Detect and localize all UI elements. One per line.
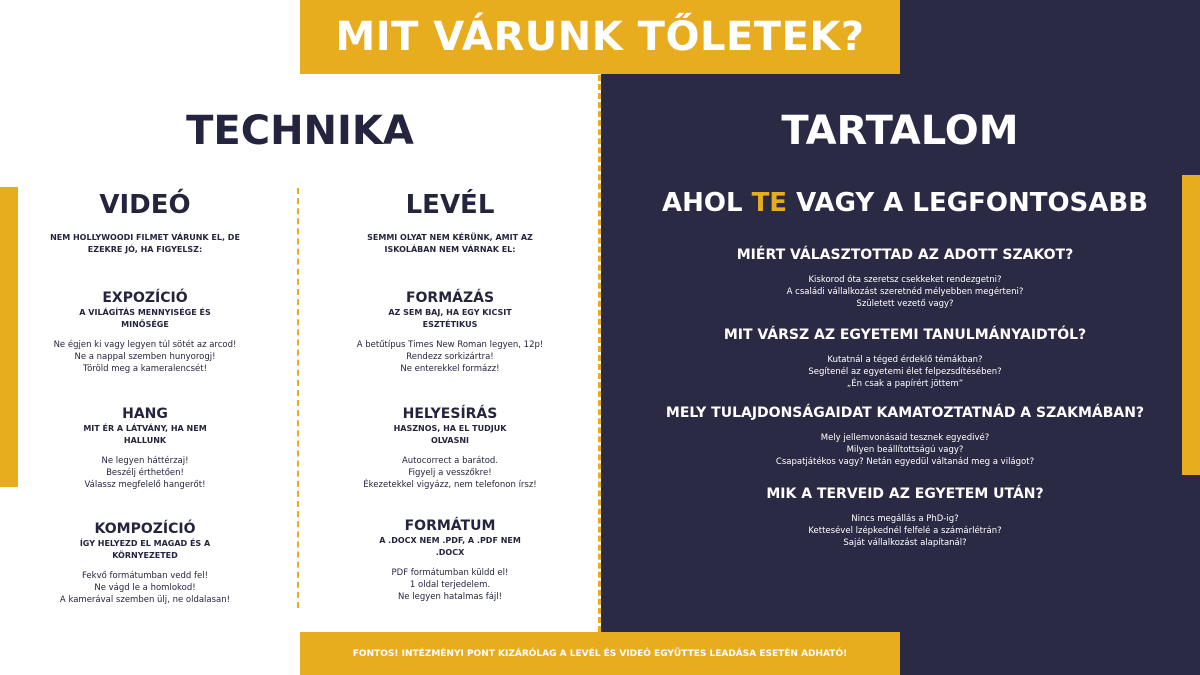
answer-line: Segítenél az egyetemi élet felpezsdítésében? [808, 367, 1002, 377]
question-block [620, 326, 1190, 390]
question-block [620, 485, 1190, 549]
section-line: Fekvő formátumban vedd fel! [82, 571, 208, 581]
video-intro: NEM HOLLYWOODI FILMET VÁRUNK EL, DE EZEKRE JÓ, HA FIGYELSZ: [50, 233, 240, 254]
section-line: Ne a nappal szemben hunyorogj! [74, 352, 216, 362]
section-line: Ne legyen háttérzaj! [101, 456, 189, 466]
answer-line: A családi vállalkozást szeretnéd mélyebben megérteni? [786, 287, 1024, 297]
tartalom-content [620, 188, 1190, 548]
answer-line: Kettesével lzépkednél felfelé a számárlétrán? [808, 526, 1002, 536]
video-section-hang [15, 406, 275, 491]
section-line: Ne enterekkel formázz! [400, 364, 500, 374]
video-section-expozicio [15, 290, 275, 375]
question-block [620, 246, 1190, 310]
answer-line: Kiskorod óta szeretsz csekkeket rendezgetni? [808, 275, 1002, 285]
answer-line: Kutatnál a téged érdeklő témákban? [827, 355, 983, 365]
answer-line: „Én csak a papírért jöttem” [846, 379, 964, 389]
footer-banner [300, 632, 900, 675]
section-subtitle: ÍGY HELYEZD EL MAGAD ÉS A KÖRNYEZETED [79, 539, 211, 560]
video-column [15, 190, 275, 605]
tartalom-headline [620, 188, 1190, 228]
level-section-formatum [320, 518, 580, 603]
section-subtitle: A .DOCX NEM .PDF, A .PDF NEM .DOCX [379, 536, 521, 557]
main-dashed-divider [598, 75, 601, 632]
section-line: Válassz megfelelő hangerőt! [84, 480, 206, 490]
section-subtitle: MIT ÉR A LÁTVÁNY, HA NEM HALLUNK [83, 424, 207, 445]
question-title: MIK A TERVEID AZ EGYETEM UTÁN? [766, 486, 1044, 502]
level-title: LEVÉL [405, 190, 495, 220]
section-title: FORMÁZÁS [405, 290, 495, 306]
section-subtitle: HASZNOS, HA EL TUDJUK OLVASNI [393, 424, 507, 445]
page-title: MIT VÁRUNK TŐLETEK? [335, 14, 865, 60]
level-intro: SEMMI OLYAT NEM KÉRÜNK, AMIT AZ ISKOLÁBAN NEM VÁRNAK EL: [367, 233, 533, 254]
answer-line: Született vezető vagy? [856, 299, 954, 309]
headline-emphasis: TE [751, 188, 788, 218]
answer-line: Nincs megállás a PhD-ig? [851, 514, 959, 524]
section-subtitle: AZ SEM BAJ, HA EGY KICSIT ESZTÉTIKUS [388, 308, 512, 329]
section-line: 1 oldal terjedelem. [409, 580, 491, 590]
section-title: FORMÁTUM [404, 518, 496, 534]
question-title: MELY TULAJDONSÁGAIDAT KAMATOZTATNÁD A SZAKMÁBAN? [665, 405, 1145, 421]
title-banner [300, 0, 900, 74]
headline-part: AHOL [661, 188, 752, 218]
question-title: MIÉRT VÁLASZTOTTAD AZ ADOTT SZAKOT? [736, 247, 1074, 263]
tartalom-heading: TARTALOM [781, 108, 1019, 154]
answer-line: Csapatjátékos vagy? Netán egyedül váltanád meg a világot? [775, 457, 1035, 467]
answer-line: Mely jellemvonásaid tesznek egyedivé? [820, 433, 990, 443]
section-line: Rendezz sorkizártra! [406, 352, 494, 362]
column-dashed-divider [297, 188, 299, 608]
level-section-formazas [320, 290, 580, 375]
answer-line: Milyen beállítottságú vagy? [846, 445, 964, 455]
section-title: HANG [122, 406, 168, 422]
level-column [320, 190, 580, 602]
answer-line: Saját vállalkozást alapítanál? [843, 538, 967, 548]
headline-part: VAGY A LEGFONTOSABB [787, 188, 1149, 218]
section-title: EXPOZÍCIÓ [102, 290, 188, 306]
section-line: Ne égjen ki vagy legyen túl sötét az arcod! [53, 340, 237, 350]
question-block [620, 404, 1190, 468]
section-subtitle: A VILÁGÍTÁS MENNYISÉGE ÉS MINŐSÉGE [79, 308, 211, 329]
section-line: A kamerával szemben ülj, ne oldalasan! [59, 595, 231, 605]
section-line: A betűtípus Times New Roman legyen, 12p! [356, 340, 544, 350]
section-line: Töröld meg a kameralencsét! [82, 364, 207, 374]
section-title: KOMPOZÍCIÓ [94, 521, 196, 537]
section-line: Ékezetekkel vigyázz, nem telefonon írsz! [363, 480, 537, 490]
video-title: VIDEÓ [99, 190, 191, 220]
video-section-kompozicio [15, 521, 275, 606]
technika-heading: TECHNIKA [186, 108, 414, 154]
section-line: PDF formátumban küldd el! [391, 568, 509, 578]
section-line: Autocorrect a barátod. [401, 456, 499, 466]
section-line: Beszélj érthetően! [106, 468, 184, 478]
section-title: HELYESÍRÁS [402, 406, 498, 422]
footer-note: FONTOS! INTÉZMÉNYI PONT KIZÁRÓLAG A LEVÉL ÉS VIDEÓ EGYÜTTES LEADÁSA ESETÉN ADHATÓ! [352, 648, 848, 659]
section-line: Figyelj a vesszőkre! [408, 468, 492, 478]
section-line: Ne legyen hatalmas fájl! [397, 592, 503, 602]
question-title: MIT VÁRSZ AZ EGYETEMI TANULMÁNYAIDTÓL? [723, 327, 1087, 343]
section-line: Ne vágd le a homlokod! [94, 583, 196, 593]
level-section-helyesiras [320, 406, 580, 491]
